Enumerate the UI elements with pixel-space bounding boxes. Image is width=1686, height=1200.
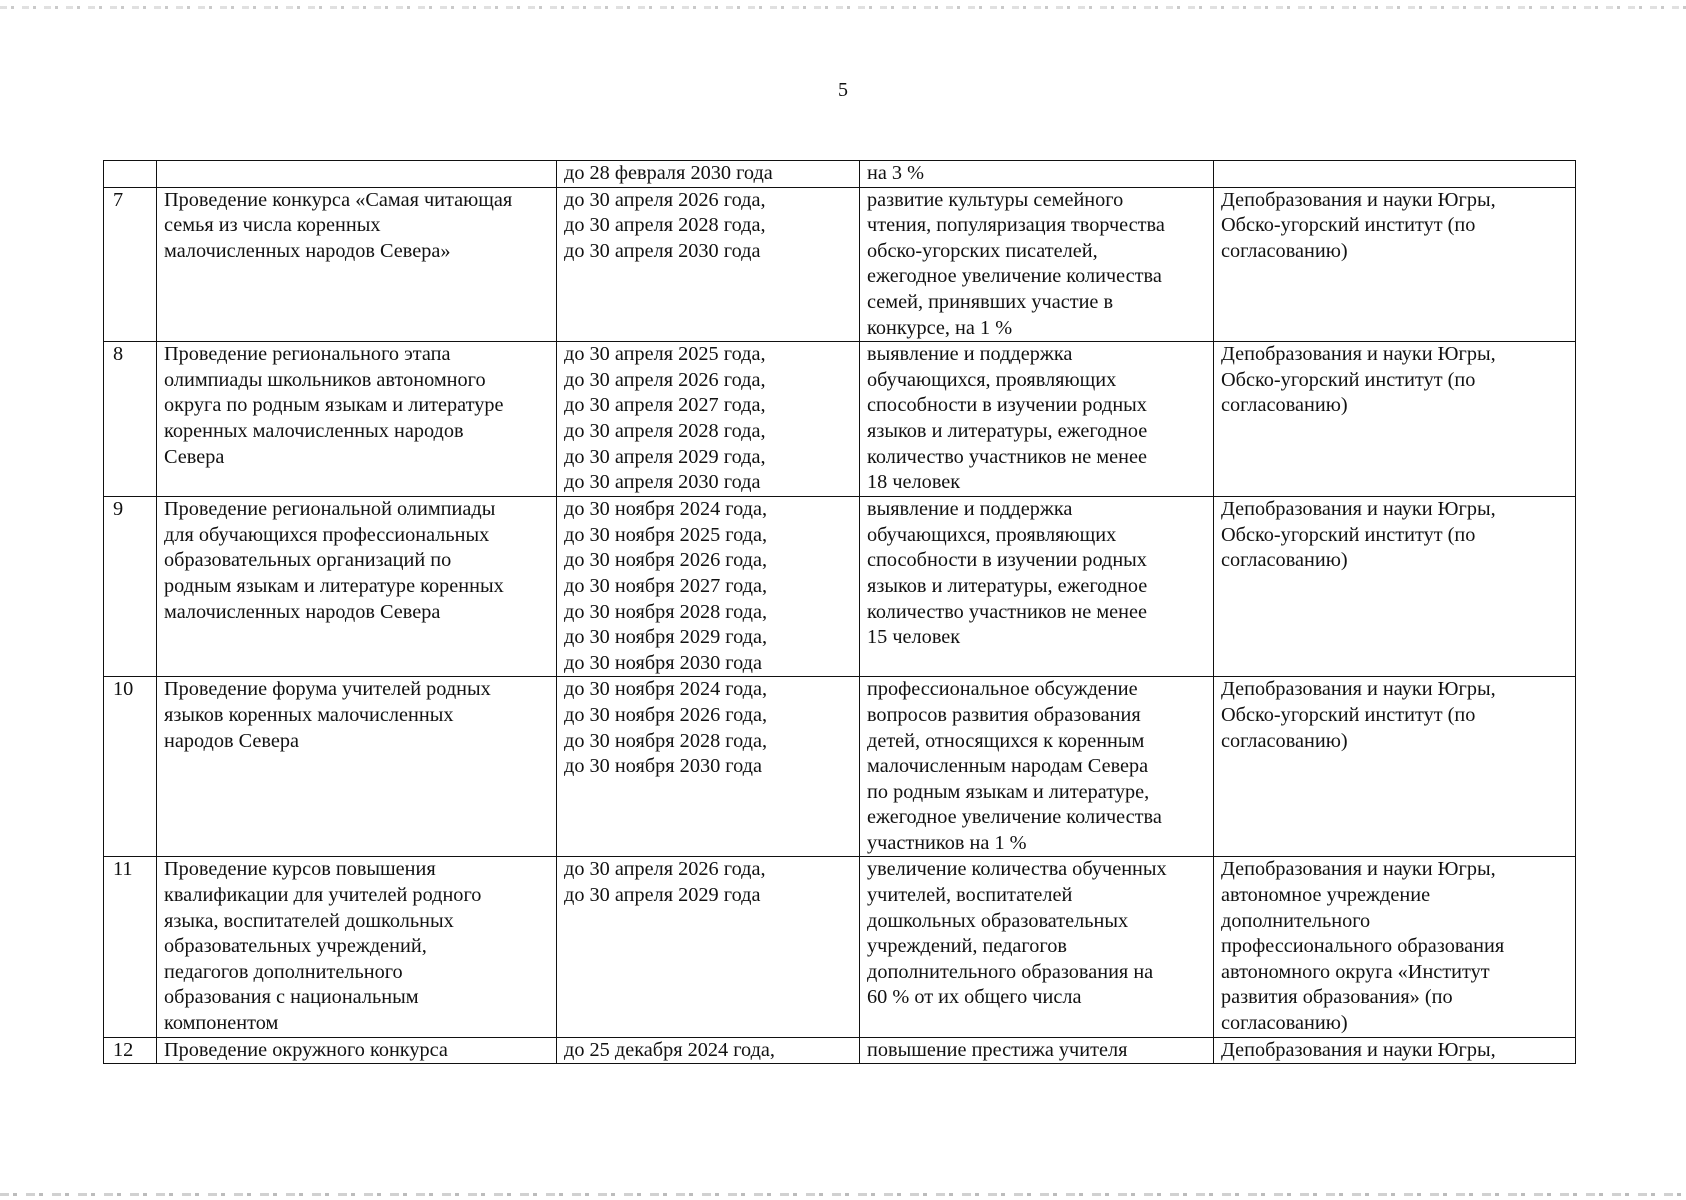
- table-row: [104, 857, 1576, 1037]
- row-number-cell: 12: [104, 1037, 157, 1064]
- row-number-cell: 8: [104, 342, 157, 497]
- event-cell: Проведение конкурса «Самая читающая семья из числа коренных малочисленных народов Севера»: [157, 187, 557, 342]
- result-cell: выявление и поддержка обучающихся, проявляющих способности в изучении родных языков и литературы, ежегодное количество участников не менее 15 человек: [860, 497, 1214, 677]
- responsible-cell: Депобразования и науки Югры,: [1214, 1037, 1576, 1064]
- responsible-cell: Депобразования и науки Югры, Обско-угорский институт (по согласованию): [1214, 187, 1576, 342]
- deadline-cell: до 30 апреля 2025 года, до 30 апреля 2026 года, до 30 апреля 2027 года, до 30 апреля 2028 года, до 30 апреля 2029 года, до 30 апреля 2030 года: [557, 342, 860, 497]
- table-row: [104, 187, 1576, 342]
- table-row: [104, 677, 1576, 857]
- responsible-cell: [1214, 161, 1576, 188]
- measures-table: [103, 160, 1576, 1064]
- table-row: [104, 342, 1576, 497]
- row-number-cell: 9: [104, 497, 157, 677]
- event-cell: Проведение форума учителей родных языков коренных малочисленных народов Севера: [157, 677, 557, 857]
- responsible-cell: Депобразования и науки Югры, Обско-угорский институт (по согласованию): [1214, 342, 1576, 497]
- result-cell: на 3 %: [860, 161, 1214, 188]
- result-cell: повышение престижа учителя: [860, 1037, 1214, 1064]
- result-cell: развитие культуры семейного чтения, популяризация творчества обско-угорских писателей, ежегодное увеличение количества семей, принявших участие в конкурсе, на 1 %: [860, 187, 1214, 342]
- table-row: [104, 497, 1576, 677]
- event-cell: Проведение региональной олимпиады для обучающихся профессиональных образовательных организаций по родным языкам и литературе коренных малочисленных народов Севера: [157, 497, 557, 677]
- result-cell: увеличение количества обученных учителей, воспитателей дошкольных образовательных учреждений, педагогов дополнительного образования на 60 % от их общего числа: [860, 857, 1214, 1037]
- event-cell: Проведение курсов повышения квалификации для учителей родного языка, воспитателей дошкольных образовательных учреждений, педагогов дополнительного образования с национальным компонентом: [157, 857, 557, 1037]
- table-row: [104, 1037, 1576, 1064]
- scan-edge-top: [0, 6, 1686, 9]
- responsible-cell: Депобразования и науки Югры, Обско-угорский институт (по согласованию): [1214, 677, 1576, 857]
- deadline-cell: до 30 апреля 2026 года, до 30 апреля 2028 года, до 30 апреля 2030 года: [557, 187, 860, 342]
- deadline-cell: до 30 ноября 2024 года, до 30 ноября 2025 года, до 30 ноября 2026 года, до 30 ноября 2027 года, до 30 ноября 2028 года, до 30 ноября 2029 года, до 30 ноября 2030 года: [557, 497, 860, 677]
- result-cell: выявление и поддержка обучающихся, проявляющих способности в изучении родных языков и литературы, ежегодное количество участников не менее 18 человек: [860, 342, 1214, 497]
- event-cell: Проведение окружного конкурса: [157, 1037, 557, 1064]
- deadline-cell: до 28 февраля 2030 года: [557, 161, 860, 188]
- table-row: [104, 161, 1576, 188]
- row-number-cell: 11: [104, 857, 157, 1037]
- responsible-cell: Депобразования и науки Югры, автономное учреждение дополнительного профессионального образования автономного округа «Институт развития образования» (по согласованию): [1214, 857, 1576, 1037]
- event-cell: Проведение регионального этапа олимпиады школьников автономного округа по родным языкам и литературе коренных малочисленных народов Севера: [157, 342, 557, 497]
- deadline-cell: до 30 ноября 2024 года, до 30 ноября 2026 года, до 30 ноября 2028 года, до 30 ноября 2030 года: [557, 677, 860, 857]
- row-number-cell: 7: [104, 187, 157, 342]
- row-number-cell: 10: [104, 677, 157, 857]
- responsible-cell: Депобразования и науки Югры, Обско-угорский институт (по согласованию): [1214, 497, 1576, 677]
- row-number-cell: [104, 161, 157, 188]
- deadline-cell: до 30 апреля 2026 года, до 30 апреля 2029 года: [557, 857, 860, 1037]
- page-number: 5: [838, 79, 848, 101]
- scan-edge-bottom: [0, 1193, 1686, 1196]
- event-cell: [157, 161, 557, 188]
- result-cell: профессиональное обсуждение вопросов развития образования детей, относящихся к коренным малочисленным народам Севера по родным языкам и литературе, ежегодное увеличение количества участников на 1 %: [860, 677, 1214, 857]
- deadline-cell: до 25 декабря 2024 года,: [557, 1037, 860, 1064]
